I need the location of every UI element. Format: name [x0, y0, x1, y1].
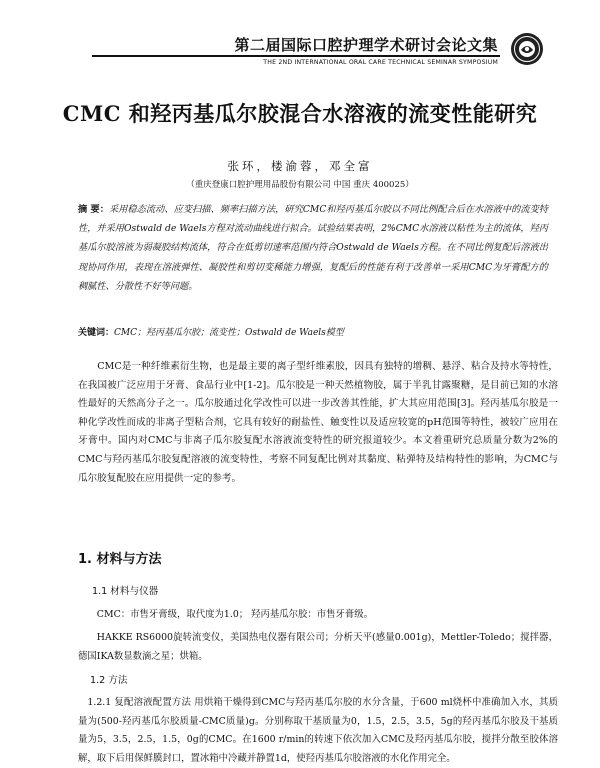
materials-paragraph: CMC：市售牙膏级，取代度为1.0； 羟丙基瓜尔胶：市售牙膏级。: [96, 609, 374, 620]
paper-title: CMC 和羟丙基瓜尔胶混合水溶液的流变性能研究: [62, 101, 538, 126]
section-heading-materials-methods: 1. 材料与方法: [78, 552, 162, 567]
page-header: [0, 0, 600, 80]
subsection-materials-instruments: 1.1 材料与仪器: [92, 586, 159, 597]
keywords-text: CMC；羟丙基瓜尔胶；流变性；Ostwald de Waels模型: [114, 328, 344, 338]
abstract-label: 摘 要：: [78, 204, 109, 215]
header-rule: [92, 55, 500, 57]
keywords-label: 关键词：: [78, 328, 115, 338]
paper-affiliation: （重庆登康口腔护理用品股份有限公司 中国 重庆 400025）: [186, 180, 414, 190]
keywords: [78, 325, 548, 338]
subsection-methods: 1.2 方法: [90, 675, 128, 686]
abstract-text: 采用稳态流动、应变扫描、频率扫描方法，研究CMC和羟丙基瓜尔胶以不同比例配合后在水溶液中的流变特性，并采用Ostwald de Waels方程对流动曲线进行拟合。试验结果表明，2%CMC水溶液以粘性为主的流体，羟丙基瓜尔胶溶液为弱凝胶结构流体，符合在低剪切速率范围内符合Ostwald de Waels方程。在不同比例复配后溶液出现协同作用，表现在溶液弹性、凝胶性和剪切变稀能力增强，复配后的性能有利于改善单一采用CMC为牙膏配方的稠腻性、分散性不好等问题。: [78, 204, 548, 292]
method-121-paragraph: 1.2.1 复配溶液配置方法 用烘箱干燥得到CMC与羟丙基瓜尔胶的水分含量，于600 ml烧杯中准确加入水，其质量为(500-羟丙基瓜尔胶质量-CMC质量)g。分别称取干基质量为0，1.5，2.5，3.5，5g的羟丙基瓜尔胶及干基质量为5，3.5，2.5，1.5，0g的CMC。在1600 r/min的转速下依次加入CMC及羟丙基瓜尔胶，搅拌分散至胶体溶解，取下后用保鲜膜封口，置冰箱中冷藏并静置1d，使羟丙基瓜尔胶溶液的水化作用完全。: [78, 697, 558, 764]
abstract: [78, 200, 548, 296]
conference-seal-icon: [510, 32, 544, 66]
proceedings-subtitle: THE 2ND INTERNATIONAL ORAL CARE TECHNICAL SEMINAR SYMPOSIUM: [263, 59, 498, 66]
instruments-paragraph: HAKKE RS6000旋转流变仪，美国热电仪器有限公司；分析天平(感量0.001g)，Mettler-Toledo；搅拌器，德国IKA数显数滴之星；烘箱。: [78, 632, 558, 662]
paper-authors: 张环，楼渝蓉，邓全富: [227, 159, 373, 173]
proceedings-title: 第二届国际口腔护理学术研讨会论文集: [234, 36, 498, 54]
introduction-paragraph: CMC是一种纤维素衍生物，也是最主要的离子型纤维素胶，因具有独特的增稠、悬浮、粘合及持水等特性，在我国被广泛应用于牙膏、食品行业中[1-2]。瓜尔胶是一种天然植物胶，属于半乳甘露聚糖，是目前已知的水溶性最好的天然高分子之一。瓜尔胶通过化学改性可以进一步改善其性能，扩大其应用范围[3]。羟丙基瓜尔胶是一种化学改性而成的非离子型粘合剂，它具有较好的耐盐性、触变性以及适应较宽的pH范围等特性，被较广应用在牙膏中。国内对CMC与非离子瓜尔胶复配水溶液流变特性的研究报道较少。本文着重研究总质量分数为2%的CMC与羟丙基瓜尔胶复配溶液的流变特性，考察不同复配比例对其黏度、粘弹特及结构特性的影响，为CMC与瓜尔胶复配胶在应用提供一定的参考。: [78, 361, 558, 484]
